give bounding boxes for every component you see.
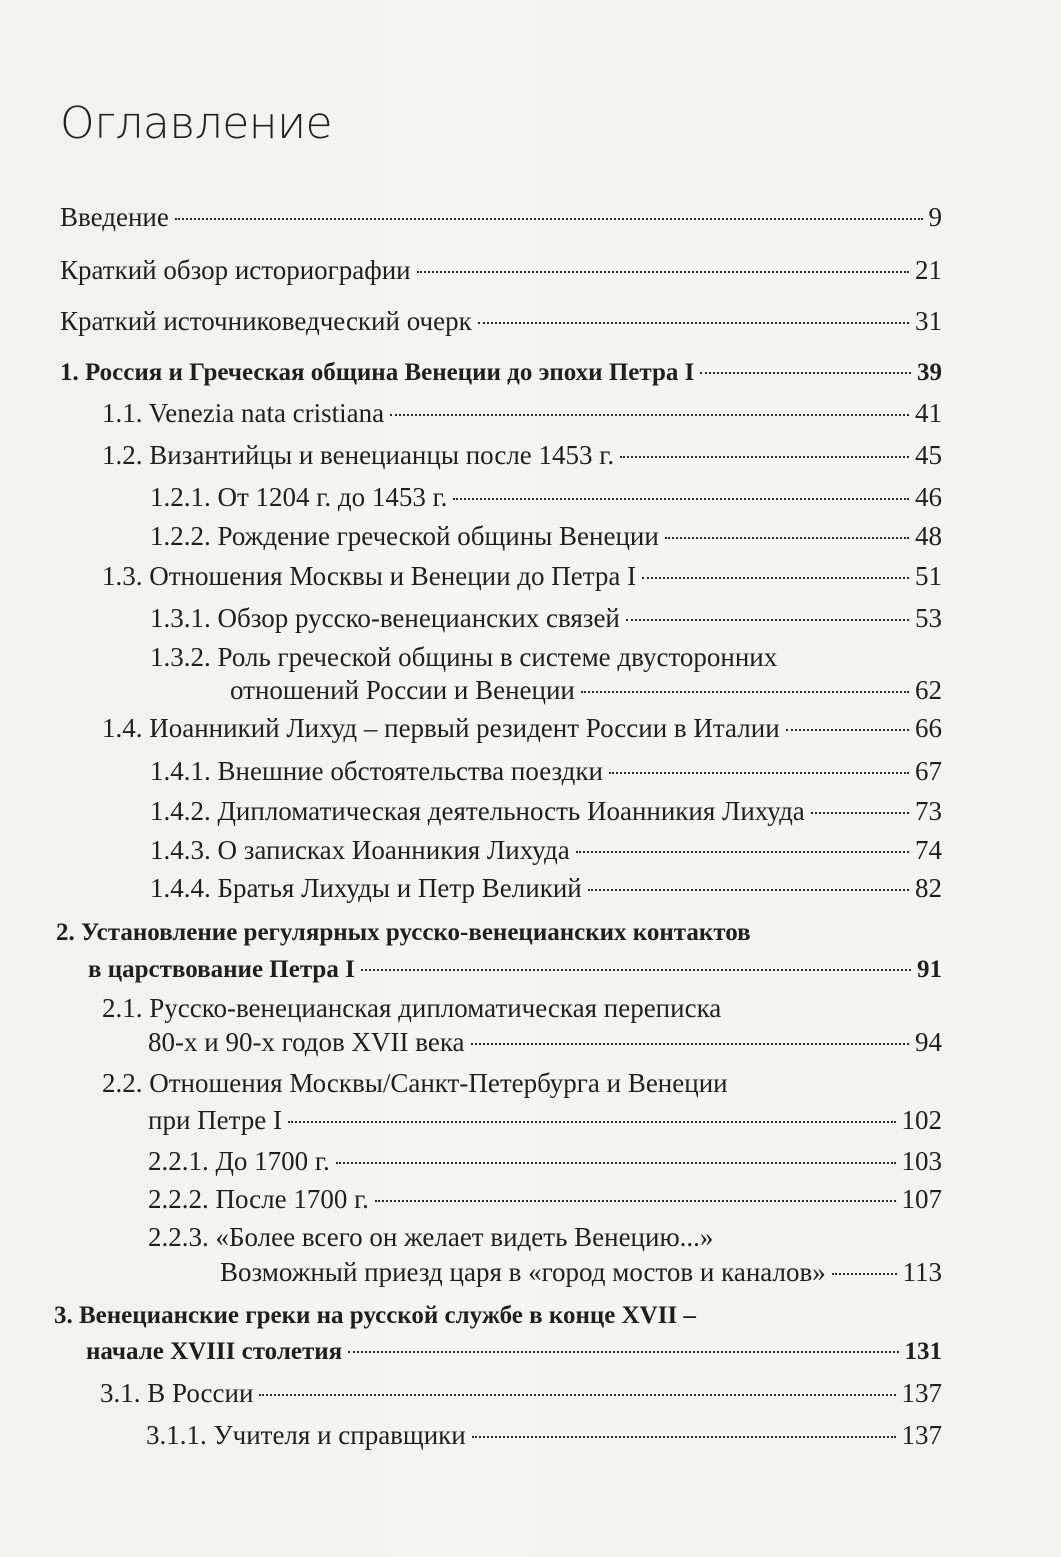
- toc-subsection-1-2-2[interactable]: [150, 520, 942, 552]
- toc-entry-title: 1.4.1. Внешние обстоятельства поездки: [150, 756, 603, 786]
- toc-entry-title: 80-х и 90-х годов XVII века: [148, 1027, 465, 1057]
- toc-entry-title: 3.1.1. Учителя и справщики: [146, 1420, 466, 1450]
- dot-leader: [786, 729, 909, 731]
- toc-subsection-1-3-1[interactable]: [150, 602, 942, 634]
- toc-page-number: 102: [901, 1105, 942, 1135]
- toc-entry-title: 1.4.3. О записках Иоанникия Лихуда: [150, 835, 570, 865]
- toc-subsection-3-1-1[interactable]: [146, 1419, 942, 1451]
- page-title: Оглавление: [60, 98, 333, 149]
- toc-section-2-2[interactable]: [148, 1104, 942, 1136]
- toc-section-2-1-line1[interactable]: 2.1. Русско-венецианская дипломатическая переписка: [102, 993, 722, 1023]
- dot-leader: [336, 1162, 896, 1164]
- toc-entry-title: 2.2.2. После 1700 г.: [148, 1184, 369, 1214]
- dot-leader: [576, 851, 909, 853]
- toc-chapter-2[interactable]: [88, 954, 942, 986]
- dot-leader: [609, 772, 909, 774]
- toc-subsection-2-2-1[interactable]: [148, 1145, 942, 1177]
- toc-page-number: 66: [915, 713, 942, 743]
- dot-leader: [175, 218, 923, 220]
- toc-entry-historiography[interactable]: [60, 254, 942, 286]
- toc-page-number: 45: [915, 440, 942, 470]
- toc-page-number: 137: [901, 1378, 942, 1408]
- dot-leader: [811, 812, 909, 814]
- dot-leader: [700, 372, 911, 374]
- toc-page-number: 21: [915, 255, 942, 285]
- dot-leader: [642, 577, 909, 579]
- toc-subsection-1-4-2[interactable]: [150, 795, 942, 827]
- toc-page-number: 137: [901, 1420, 942, 1450]
- toc-page-number: 91: [917, 956, 942, 983]
- toc-subsection-1-3-2[interactable]: [230, 674, 942, 706]
- dot-leader: [390, 414, 909, 416]
- dot-leader: [472, 1436, 896, 1438]
- toc-entry-title: 3.1. В России: [100, 1378, 254, 1408]
- toc-page-number: 113: [902, 1257, 942, 1287]
- dot-leader: [361, 969, 911, 971]
- dot-leader: [478, 322, 909, 324]
- toc-page-number: 103: [901, 1146, 942, 1176]
- toc-entry-title: отношений России и Венеции: [230, 675, 575, 705]
- toc-page-number: 131: [904, 1338, 942, 1365]
- toc-entry-title: 1.2. Византийцы и венецианцы после 1453 г.: [102, 440, 615, 470]
- toc-page-number: 51: [915, 561, 942, 591]
- dot-leader: [665, 537, 909, 539]
- toc-entry-title: 1.3.1. Обзор русско-венецианских связей: [150, 603, 620, 633]
- toc-section-1-3[interactable]: [102, 560, 942, 592]
- toc-page-number: 94: [915, 1027, 942, 1057]
- dot-leader: [471, 1043, 909, 1045]
- dot-leader: [626, 619, 909, 621]
- toc-entry-title: 1.4.2. Дипломатическая деятельность Иоанникия Лихуда: [150, 796, 805, 826]
- toc-chapter-3[interactable]: [86, 1336, 942, 1368]
- toc-page-number: 46: [915, 482, 942, 512]
- toc-page-number: 41: [915, 398, 942, 428]
- dot-leader: [581, 691, 909, 693]
- toc-section-1-1[interactable]: [102, 397, 942, 429]
- toc-chapter-1[interactable]: [60, 357, 942, 389]
- toc-entry-title: 1.1. Venezia nata cristiana: [102, 398, 385, 428]
- toc-subsection-2-2-3[interactable]: [220, 1256, 942, 1288]
- toc-section-1-4[interactable]: [102, 712, 942, 744]
- toc-page-number: 48: [915, 521, 942, 551]
- dot-leader: [259, 1394, 895, 1396]
- toc-entry-title: в царствование Петра I: [88, 956, 355, 983]
- toc-entry-title: Введение: [60, 202, 169, 232]
- dot-leader: [453, 498, 909, 500]
- dot-leader: [417, 271, 909, 273]
- toc-entry-intro[interactable]: [60, 201, 942, 233]
- dot-leader: [620, 456, 909, 458]
- dot-leader: [588, 889, 909, 891]
- toc-entry-title: 2.2.1. До 1700 г.: [148, 1146, 330, 1176]
- toc-section-3-1[interactable]: [100, 1377, 942, 1409]
- toc-subsection-1-4-4[interactable]: [150, 872, 942, 904]
- toc-subsection-1-2-1[interactable]: [150, 481, 942, 513]
- toc-chapter-3-line1[interactable]: 3. Венецианские греки на русской службе в конце XVII –: [54, 1302, 696, 1329]
- toc-page-number: 62: [915, 675, 942, 705]
- toc-page-number: 53: [915, 603, 942, 633]
- toc-entry-title: Возможный приезд царя в «город мостов и каналов»: [220, 1257, 826, 1287]
- toc-entry-title: 1. Россия и Греческая община Венеции до эпохи Петра I: [60, 359, 695, 386]
- toc-page-number: 9: [928, 202, 942, 232]
- toc-page-number: 74: [915, 835, 942, 865]
- toc-page-number: 67: [915, 756, 942, 786]
- toc-section-2-1[interactable]: [148, 1026, 942, 1058]
- dot-leader: [375, 1200, 896, 1202]
- toc-entry-title: 1.4.4. Братья Лихуды и Петр Великий: [150, 873, 582, 903]
- toc-section-2-2-line1[interactable]: 2.2. Отношения Москвы/Санкт-Петербурга и Венеции: [102, 1068, 728, 1098]
- toc-subsection-1-4-3[interactable]: [150, 834, 942, 866]
- dot-leader: [832, 1273, 897, 1275]
- toc-entry-title: 1.2.2. Рождение греческой общины Венеции: [150, 521, 659, 551]
- toc-section-1-2[interactable]: [102, 439, 942, 471]
- dot-leader: [348, 1351, 898, 1353]
- toc-page-number: 107: [901, 1184, 942, 1214]
- toc-subsection-2-2-3-line1[interactable]: 2.2.3. «Более всего он желает видеть Венецию...»: [148, 1222, 714, 1252]
- toc-subsection-1-4-1[interactable]: [150, 755, 942, 787]
- toc-page-number: 39: [917, 359, 942, 386]
- toc-entry-sources[interactable]: [60, 305, 942, 337]
- toc-chapter-2-line1[interactable]: 2. Установление регулярных русско-венецианских контактов: [56, 919, 751, 946]
- toc-entry-title: при Петре I: [148, 1105, 282, 1135]
- toc-page-number: 82: [915, 873, 942, 903]
- toc-entry-title: Краткий источниковедческий очерк: [60, 306, 472, 336]
- toc-entry-title: Краткий обзор историографии: [60, 255, 411, 285]
- toc-subsection-2-2-2[interactable]: [148, 1183, 942, 1215]
- toc-entry-title: начале XVIII столетия: [86, 1338, 343, 1365]
- toc-entry-title: 1.2.1. От 1204 г. до 1453 г.: [150, 482, 448, 512]
- toc-entry-title: 1.3. Отношения Москвы и Венеции до Петра I: [102, 561, 637, 591]
- toc-page-number: 31: [915, 306, 942, 336]
- toc-page-number: 73: [915, 796, 942, 826]
- dot-leader: [288, 1121, 896, 1123]
- toc-subsection-1-3-2-line1[interactable]: 1.3.2. Роль греческой общины в системе двусторонних: [150, 642, 778, 672]
- toc-entry-title: 1.4. Иоанникий Лихуд – первый резидент России в Италии: [102, 713, 780, 743]
